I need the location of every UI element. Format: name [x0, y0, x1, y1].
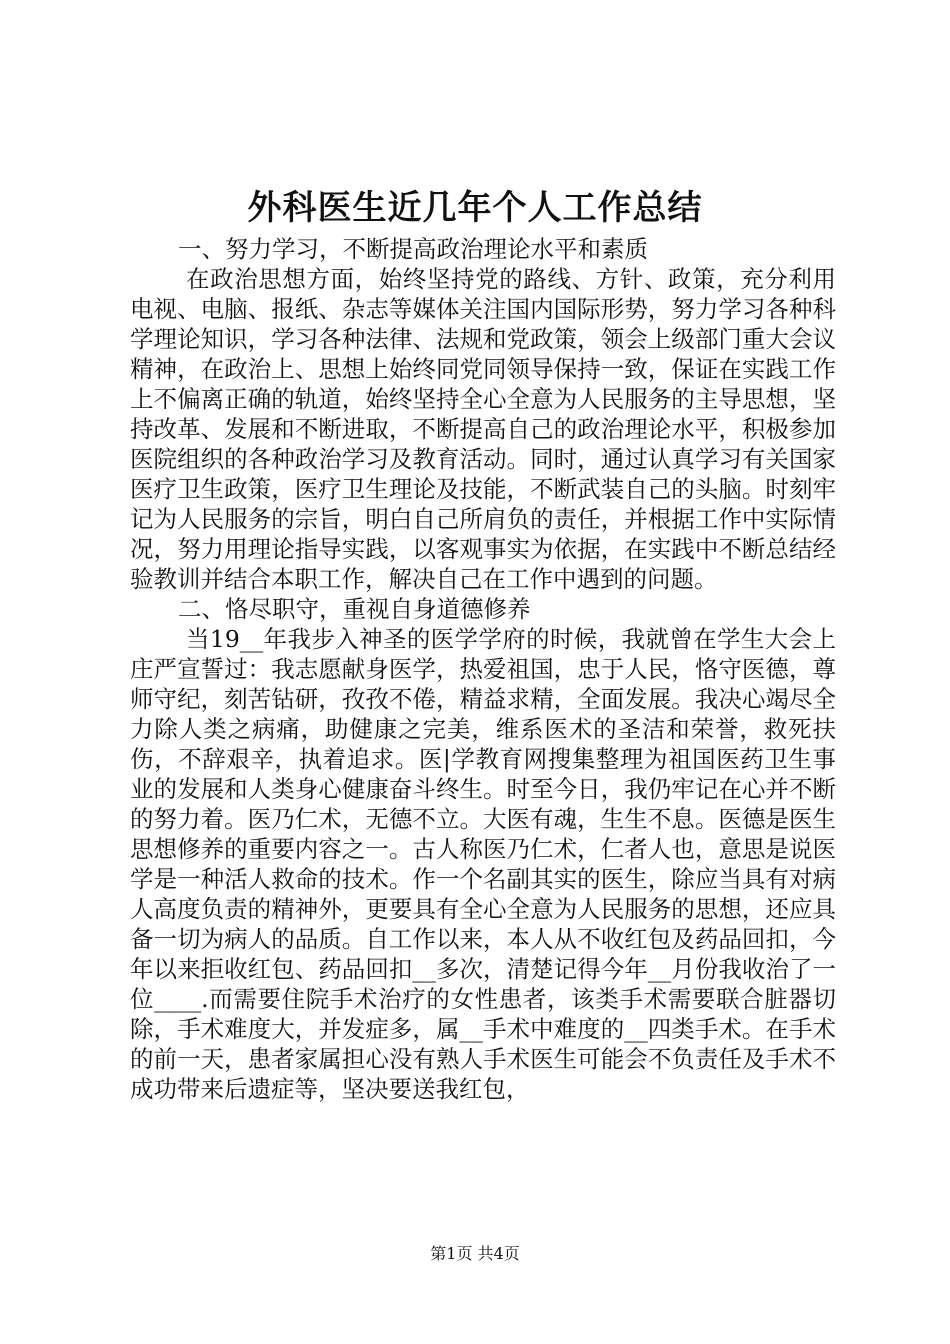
section-paragraph-1: 在政治思想方面，始终坚持党的路线、方针、政策，充分利用电视、电脑、报纸、杂志等媒体关注国内国际形势，努力学习各种科学理论知识，学习各种法律、法规和党政策，领会上级部门重大会议精神，在政治上、思想上始终同党同领导保持一致，保证在实践工作上不偏离正确的轨道，始终坚持全心全意为人民服务的主导思想，坚持改革、发展和不断进取，不断提高自己的政治理论水平，积极参加医院组织的各种政治学习及教育活动。同时，通过认真学习有关国家医疗卫生政策，医疗卫生理论及技能，不断武装自己的头脑。时刻牢记为人民服务的宗旨，明白自己所肩负的责任，并根据工作中实际情况，努力用理论指导实践，以客观事实为依据，在实践中不断总结经验教训并结合本职工作，解决自己在工作中遇到的问题。: [130, 265, 836, 593]
page-footer: 第1页 共4页: [430, 1244, 520, 1263]
document-title: 外科医生近几年个人工作总结: [247, 188, 703, 228]
document-body: [130, 234, 836, 1104]
section-heading-2: 二、恪尽职守，重视自身道德修养: [178, 595, 531, 623]
section-paragraph-2: 当19__年我步入神圣的医学学府的时候，我就曾在学生大会上庄严宣誓过：我志愿献身医学，热爱祖国，忠于人民，恪守医德，尊师守纪，刻苦钻研，孜孜不倦，精益求精，全面发展。我决心竭尽全力除人类之病痛，助健康之完美，维系医术的圣洁和荣誉，救死扶伤，不辞艰辛，执着追求。医|学教育网搜集整理为祖国医药卫生事业的发展和人类身心健康奋斗终生。时至今日，我仍牢记在心并不断的努力着。医乃仁术，无德不立。大医有魂，生生不息。医德是医生思想修养的重要内容之一。古人称医乃仁术，仁者人也，意思是说医学是一种活人救命的技术。作一个名副其实的医生，除应当具有对病人高度负责的精神外，更要具有全心全意为人民服务的思想，还应具备一切为病人的品质。自工作以来，本人从不收红包及药品回扣，今年以来拒收红包、药品回扣__多次，清楚记得今年__月份我收治了一位____.而需要住院手术治疗的女性患者，该类手术需要联合脏器切除，手术难度大，并发症多，属__手术中难度的__四类手术。在手术的前一天，患者家属担心没有熟人手术医生可能会不负责任及手术不成功带来后遗症等，坚决要送我红包，: [130, 625, 836, 1103]
section-heading-1: 一、努力学习，不断提高政治理论水平和素质: [178, 235, 648, 263]
